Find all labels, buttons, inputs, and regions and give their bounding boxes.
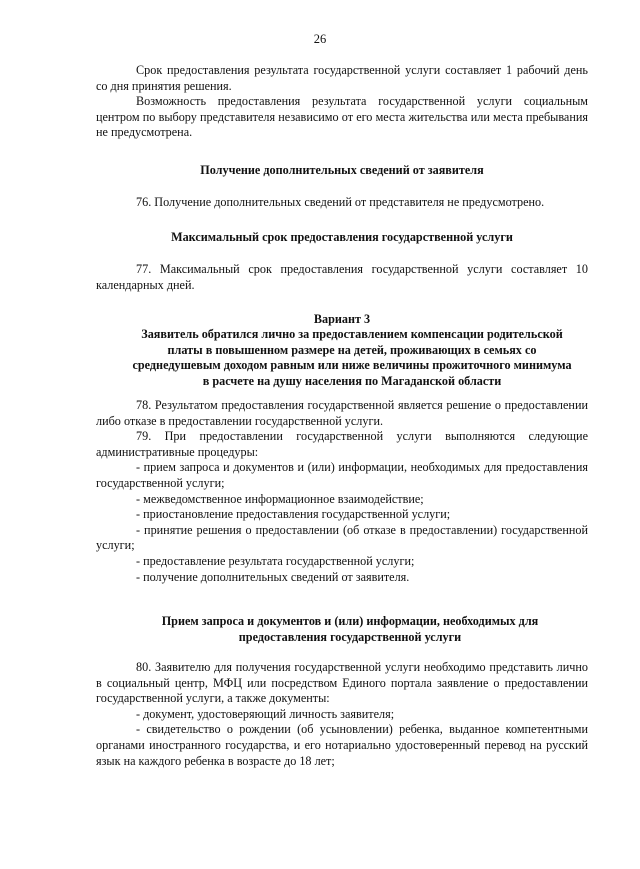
paragraph-77: 77. Максимальный срок предоставления государственной услуги составляет 10 календарных дней.	[96, 262, 588, 292]
list-item-procedure: - межведомственное информационное взаимодействие;	[136, 491, 424, 506]
page-number: 26	[313, 32, 327, 46]
paragraph-78: 78. Результатом предоставления государственной является решение о предоставлении либо отказе в предоставлении государственной услуги.	[96, 398, 588, 428]
variant-title: Вариант 3	[313, 312, 371, 326]
list-item-procedure: - принятие решения о предоставлении (об отказе в предоставлении) государственной услуги;	[96, 522, 588, 553]
paragraph-79: 79. При предоставлении государственной услуги выполняются следующие административные процедуры:	[96, 429, 588, 459]
list-item-document: - свидетельство о рождении (об усыновлении) ребенка, выданное компетентными органами иностранного государства, и его нотариально удостоверенный перевод на русский язык на каждого ребенка в возрасте до 18 лет;	[96, 722, 588, 768]
list-item-document: - документ, удостоверяющий личность заявителя;	[136, 706, 395, 721]
procedures-section	[96, 398, 588, 585]
heading-additional-info: Получение дополнительных сведений от заявителя	[200, 163, 484, 177]
paragraph-80: 80. Заявителю для получения государственной услуги необходимо представить лично в социальный центр, МФЦ или посредством Единого портала заявление о предоставлении государственной услуги, а также документы:	[96, 660, 588, 706]
list-item-procedure: - приостановление предоставления государственной услуги;	[136, 507, 451, 522]
paragraph-result-term: Срок предоставления результата государственной услуги составляет 1 рабочий день со дня принятия решения.	[96, 63, 588, 93]
paragraph-extraterritorial: Возможность предоставления результата государственной услуги социальным центром по выбору представителя независимо от его места жительства или места пребывания не предусмотрена.	[96, 94, 588, 140]
list-item-procedure: - прием запроса и документов и (или) информации, необходимых для предоставления государственной услуги;	[96, 460, 588, 490]
heading-request-reception: Прием запроса и документов и (или) информации, необходимых для предоставления государственной услуги	[161, 614, 539, 644]
heading-max-term: Максимальный срок предоставления государственной услуги	[171, 230, 513, 244]
list-item-procedure: - получение дополнительных сведений от заявителя.	[136, 569, 410, 584]
variant-description: Заявитель обратился лично за предоставлением компенсации родительской платы в повышенном размере на детей, проживающих в семьях со среднедушевым доходом равным или ниже величины прожиточного минимума в расчете на душу населения по Магаданской области	[132, 327, 572, 388]
result-term-section	[96, 63, 588, 141]
paragraph-76: 76. Получение дополнительных сведений от представителя не предусмотрено.	[136, 195, 545, 209]
documents-section	[96, 660, 588, 769]
list-item-procedure: - предоставление результата государственной услуги;	[136, 553, 415, 568]
